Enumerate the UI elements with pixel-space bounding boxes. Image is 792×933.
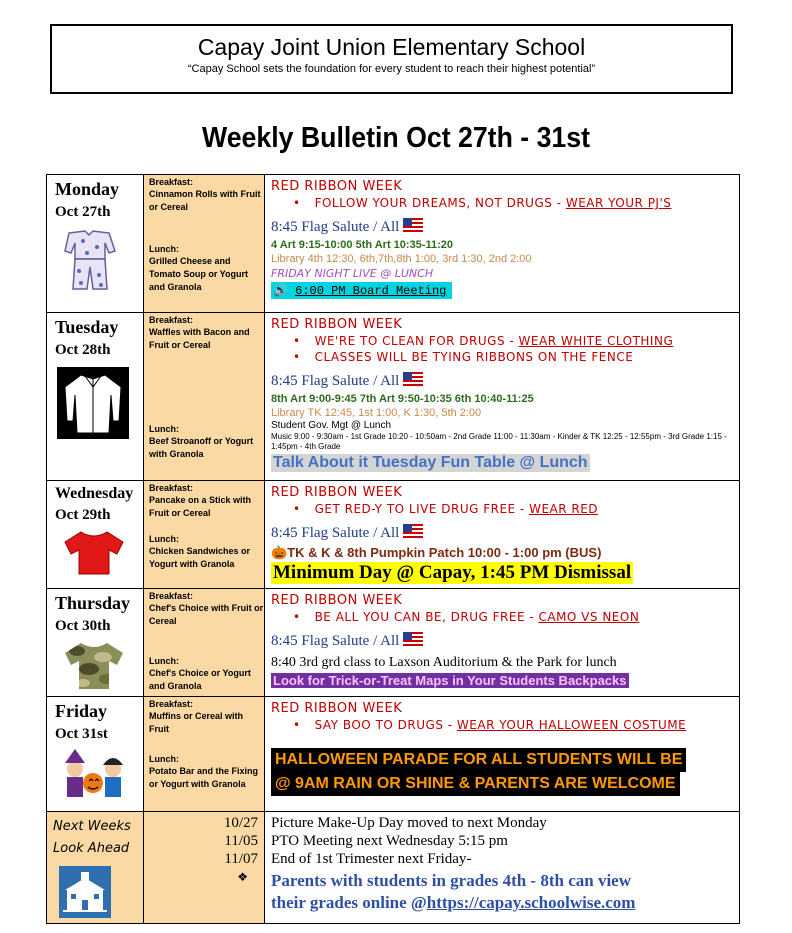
next-week-label: Next Weeks Look Ahead [53, 819, 131, 856]
trick-or-treat-maps: Look for Trick-or-Treat Maps in Your Students Backpacks [273, 673, 627, 688]
theme-title: RED RIBBON WEEK [271, 701, 403, 716]
next-week-dates: 10/27 11/05 11/07 ❖ [223, 815, 258, 884]
day-date: Oct 31st [55, 726, 108, 742]
friday-night-live: FRIDAY NIGHT LIVE @ LUNCH [271, 267, 434, 280]
day-date: Oct 27th [55, 204, 111, 220]
theme-bullet: • WE'RE TO CLEAN FOR DRUGS - WEAR WHITE CLOTHING [293, 334, 739, 348]
speaker-icon: 🔊 [273, 284, 288, 298]
header-box [50, 24, 733, 94]
halloween-parade-line1: HALLOWEEN PARADE FOR ALL STUDENTS WILL BE [271, 748, 686, 772]
breakfast-label: Breakfast: [149, 315, 194, 325]
day-row-tuesday [47, 313, 740, 481]
breakfast-menu: Muffins or Cereal with Fruit [149, 711, 244, 734]
art-schedule: 8th Art 9:00-9:45 7th Art 9:50-10:35 6th 10:40-11:25 [271, 393, 534, 405]
theme-bullet: • GET RED-Y TO LIVE DRUG FREE - WEAR RED [293, 502, 739, 516]
music-schedule: Music 9:00 - 9:30am - 1st Grade 10:20 - 10:50am - 2nd Grade 11:00 - 11:30am - Kinder & TK 12:25 - 12:55pm - 3rd Grade 1:15 - 1:45pm - 4th Grade [271, 432, 727, 451]
breakfast-label: Breakfast: [149, 591, 194, 601]
next-week-row [47, 812, 740, 924]
theme-bullet: • FOLLOW YOUR DREAMS, NOT DRUGS - WEAR YOUR PJ'S [293, 196, 739, 210]
flag-salute: 8:45 Flag Salute / All [271, 524, 739, 543]
day-row-thursday [47, 589, 740, 697]
talk-tuesday: Talk About it Tuesday Fun Table @ Lunch [273, 454, 588, 471]
breakfast-menu: Waffles with Bacon and Fruit or Cereal [149, 327, 250, 350]
art-schedule: 4 Art 9:15-10:00 5th Art 10:35-11:20 [271, 239, 453, 251]
us-flag-icon [403, 632, 423, 651]
us-flag-icon [403, 372, 423, 391]
us-flag-icon [403, 524, 423, 543]
lunch-menu: Chef's Choice or Yogurt and Granola [149, 668, 251, 691]
day-date: Oct 30th [55, 618, 111, 634]
breakfast-menu: Pancake on a Stick with Fruit or Cereal [149, 495, 252, 518]
minimum-day: Minimum Day @ Capay, 1:45 PM Dismissal [273, 562, 632, 583]
lunch-label: Lunch: [149, 754, 179, 764]
day-name: Friday [55, 701, 107, 721]
flag-salute: 8:45 Flag Salute / All [271, 632, 739, 651]
pajamas-icon [63, 229, 143, 298]
flag-salute: 8:45 Flag Salute / All [271, 372, 739, 391]
day-row-friday [47, 697, 740, 812]
theme-title: RED RIBBON WEEK [271, 593, 403, 608]
theme-bullet: • SAY BOO TO DRUGS - WEAR YOUR HALLOWEEN COSTUME [293, 718, 739, 732]
red-shirt-icon [63, 530, 143, 581]
day-name: Monday [55, 179, 120, 199]
day-name: Thursday [55, 593, 131, 613]
camo-shirt-icon [63, 641, 143, 696]
day-date: Oct 28th [55, 342, 111, 358]
lunch-label: Lunch: [149, 656, 179, 666]
bulletin-title: Weekly Bulletin Oct 27th - 31st [202, 122, 590, 154]
school-motto: “Capay School sets the foundation for every student to reach their highest potential” [187, 63, 596, 75]
theme-bullet: • BE ALL YOU CAN BE, DRUG FREE - CAMO VS NEON [293, 610, 739, 624]
theme-title: RED RIBBON WEEK [271, 485, 403, 500]
school-name: Capay Joint Union Elementary School [197, 34, 586, 60]
day-row-wednesday [47, 481, 740, 589]
grades-online: Parents with students in grades 4th - 8th can view their grades online @https://capay.schoolwise.com [271, 871, 636, 912]
theme-title: RED RIBBON WEEK [271, 179, 403, 194]
field-trip: 8:40 3rd grd class to Laxson Auditorium & the Park for lunch [271, 655, 617, 670]
breakfast-menu: Cinnamon Rolls with Fruit or Cereal [149, 189, 261, 212]
library-schedule: Library 4th 12:30, 6th,7th,8th 1:00, 3rd 1:30, 2nd 2:00 [271, 253, 532, 265]
next-week-events: Picture Make-Up Day moved to next Monday PTO Meeting next Wednesday 5:15 pm End of 1st Trimester next Friday- [271, 815, 547, 867]
theme-title: RED RIBBON WEEK [271, 317, 403, 332]
lunch-menu: Chicken Sandwiches or Yogurt with Granola [149, 546, 251, 569]
theme-bullet: • CLASSES WILL BE TYING RIBBONS ON THE FENCE [293, 350, 739, 364]
lunch-label: Lunch: [149, 534, 179, 544]
board-meeting: 🔊 6:00 PM Board Meeting [271, 282, 452, 299]
lunch-label: Lunch: [149, 424, 179, 434]
lunch-menu: Grilled Cheese and Tomato Soup or Yogurt and Granola [149, 256, 248, 292]
lunch-menu: Beef Stroanoff or Yogurt with Granola [149, 436, 254, 459]
lunch-label: Lunch: [149, 244, 179, 254]
day-date: Oct 29th [55, 507, 111, 523]
flag-salute: 8:45 Flag Salute / All [271, 218, 739, 237]
day-row-monday [47, 175, 740, 313]
pumpkin-icon: 🎃 [271, 545, 288, 560]
day-name: Tuesday [55, 317, 119, 337]
library-schedule: Library TK 12:45, 1st 1:00, K 1:30, 5th 2:00 [271, 407, 482, 419]
week-table [46, 174, 740, 924]
pumpkin-patch: 🎃TK & K & 8th Pumpkin Patch 10:00 - 1:00 pm (BUS) [271, 545, 602, 560]
student-gov: Student Gov. Mgt @ Lunch [271, 420, 392, 431]
white-shirt-icon [57, 367, 143, 444]
schoolwise-link[interactable]: https://capay.schoolwise.com [426, 893, 636, 912]
day-name: Wednesday [55, 485, 134, 502]
breakfast-label: Breakfast: [149, 177, 194, 187]
breakfast-label: Breakfast: [149, 483, 194, 493]
school-building-icon [59, 866, 143, 923]
halloween-kids-icon [59, 747, 143, 804]
breakfast-menu: Chef's Choice with Fruit or Cereal [149, 603, 264, 626]
halloween-parade-line2: @ 9AM RAIN OR SHINE & PARENTS ARE WELCOME [271, 772, 680, 796]
breakfast-label: Breakfast: [149, 699, 194, 709]
us-flag-icon [403, 218, 423, 237]
lunch-menu: Potato Bar and the Fixing or Yogurt with Granola [149, 766, 259, 789]
